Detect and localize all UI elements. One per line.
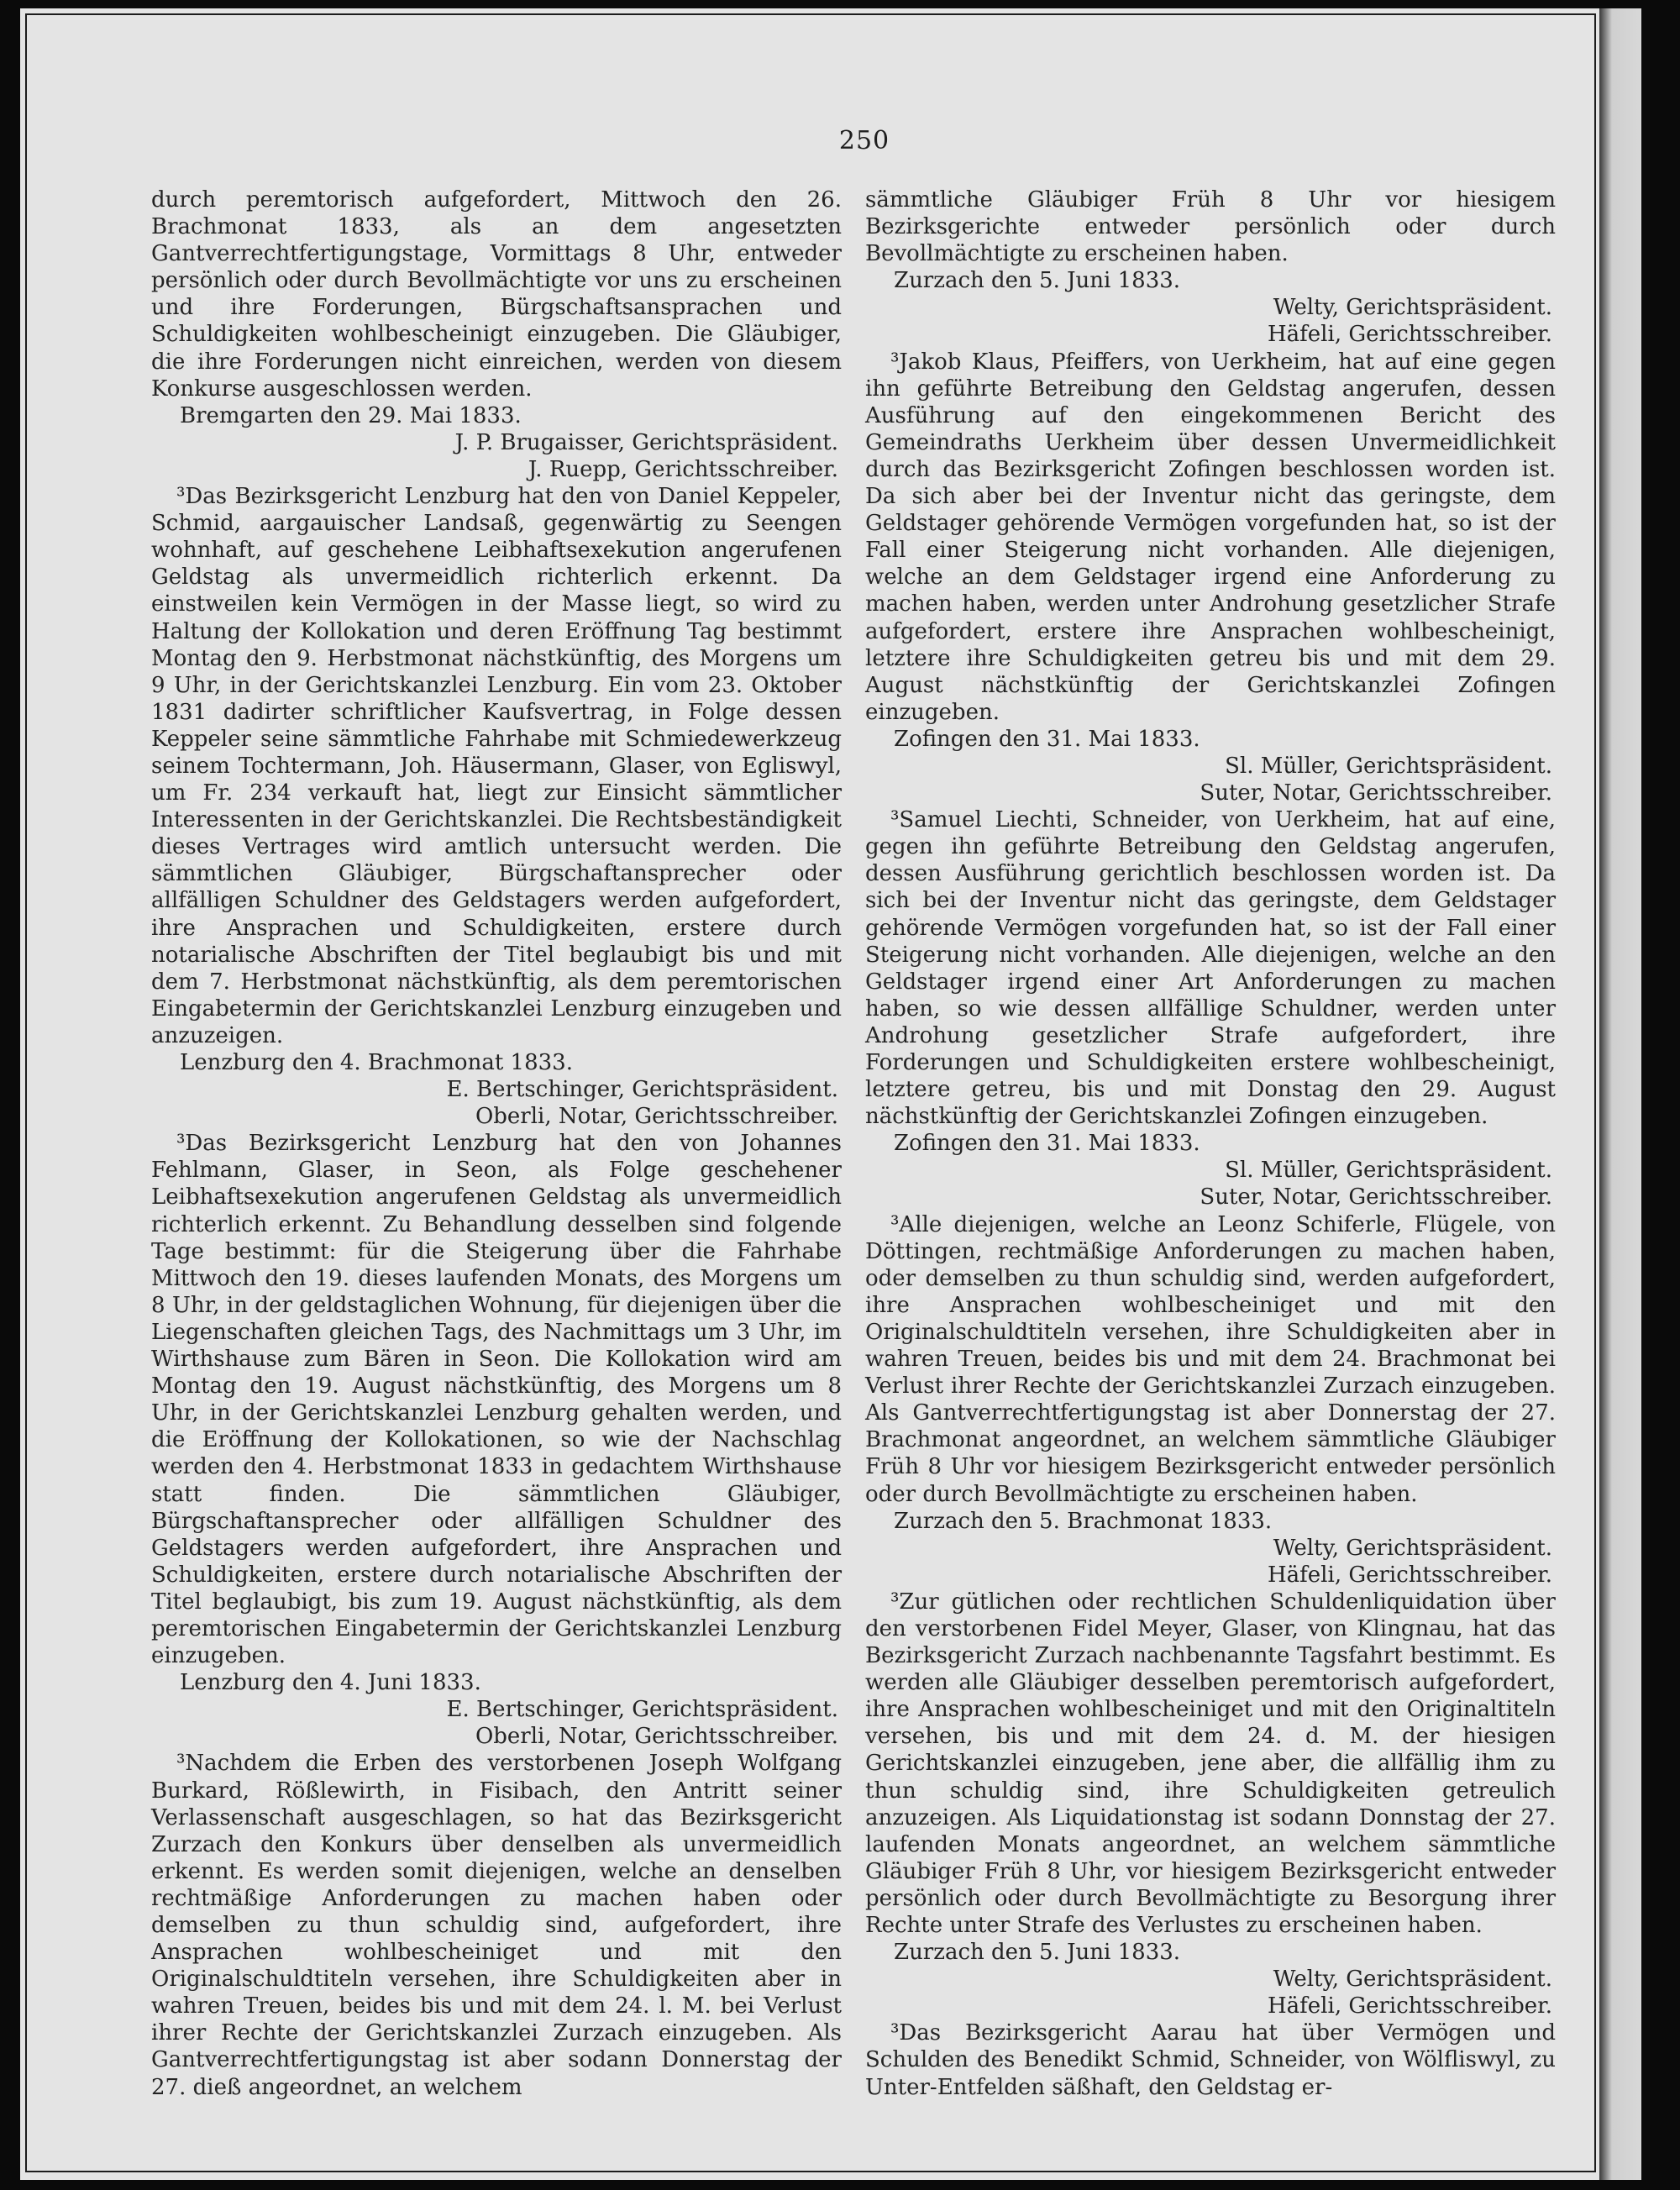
scanned-page xyxy=(20,8,1641,2180)
dateline: Zurzach den 5. Juni 1833. xyxy=(894,268,1181,294)
left-column xyxy=(151,186,842,2101)
dateline: Zofingen den 31. Mai 1833. xyxy=(894,726,1200,752)
signature-line: Häfeli, Gerichtsschreiber. xyxy=(1268,1562,1552,1588)
notice-paragraph: sämmtliche Gläubiger Früh 8 Uhr vor hiesigem Bezirksgerichte entweder persönlich oder durch Bevollmächtigte zu erscheinen haben. xyxy=(865,187,1556,267)
dateline: Zurzach den 5. Brachmonat 1833. xyxy=(894,1508,1273,1534)
signature-line: J. Ruepp, Gerichtsschreiber. xyxy=(528,456,838,482)
signature-line: J. P. Brugaisser, Gerichtspräsident. xyxy=(454,429,838,455)
notice-paragraph: ³Das Bezirksgericht Lenzburg hat den von Johannes Fehlmann, Glaser, in Seon, als Folge geschehener Leibhaftsexekution angerufenen Geldstag als unvermeidlich richterlich erkennt. Zu Behandlung desselben sind folgende Tage bestimmt: für die Steigerung über die Fahrhabe Mittwoch den 19. dieses laufenden Monats, des Morgens um 8 Uhr, in der geldstaglichen Wohnung, für diejenigen über die Liegenschaften gleichen Tags, des Nachmittags um 3 Uhr, im Wirthshause zum Bären in Seon. Die Kollokation wird am Montag den 19. August nächstkünftig, des Morgens um 8 Uhr, in der Gerichtskanzlei Lenzburg gehalten werden, und die Eröffnung der Kollokationen, so wie der Nachschlag werden den 4. Herbstmonat 1833 in gedachtem Wirthshause statt finden. Die sämmtlichen Gläubiger, Bürgschaftansprecher oder allfälligen Schuldner des Geldstagers werden aufgefordert, ihre Ansprachen und Schuldigkeiten, erstere durch notarialische Abschriften der Titel beglaubigt, bis zum 19. August nächstkünftig, als dem peremtorischen Eingabetermin der Gerichtskanzlei Lenzburg einzugeben. xyxy=(151,1131,842,1669)
signature-line: Sl. Müller, Gerichtspräsident. xyxy=(1225,753,1552,779)
signature-line: Oberli, Notar, Gerichtsschreiber. xyxy=(475,1104,838,1130)
notice-paragraph: ³Samuel Liechti, Schneider, von Uerkheim, hat auf eine, gegen ihn geführte Betreibung den Geldstag angerufen, dessen Ausführung gerichtlich beschlossen worden ist. Da sich bei der Inventur nicht das geringste, dem Geldstager gehörende Vermögen vorgefunden hat, so ist der Fall einer Steigerung nicht vorhanden. Alle diejenigen, welche an den Geldstager irgend einer Art Anforderungen zu machen haben, so wie dessen allfällige Schuldner, werden unter Androhung gesetzlicher Strafe aufgefordert, ihre Forderungen und Schuldigkeiten erstere wohlbescheinigt, letztere getreu, bis und mit Donstag den 29. August nächstkünftig der Gerichtskanzlei Zofingen einzugeben. xyxy=(865,807,1556,1130)
dateline: Bremgarten den 29. Mai 1833. xyxy=(180,402,522,428)
signature-line: E. Bertschinger, Gerichtspräsident. xyxy=(446,1697,838,1723)
notice-paragraph: ³Das Bezirksgericht Lenzburg hat den von Daniel Keppeler, Schmid, aargauischer Landsaß, gegenwärtig zu Seengen wohnhaft, auf geschehene Leibhaftsexekution angerufenen Geldstag als unvermeidlich richterlich erkennt. Da einstweilen kein Vermögen in der Masse liegt, so wird zu Haltung der Kollokation und deren Eröffnung Tag bestimmt Montag den 9. Herbstmonat nächstkünftig, des Morgens um 9 Uhr, in der Gerichtskanzlei Lenzburg. Ein vom 23. Oktober 1831 dadirter schriftlicher Kaufsvertrag, in Folge dessen Keppeler seine sämmtliche Fahrhabe mit Schmiedewerkzeug seinem Tochtermann, Joh. Häusermann, Glaser, von Egliswyl, um Fr. 234 verkauft hat, liegt zur Einsicht sämmtlicher Interessenten in der Gerichtskanzlei. Die Rechtsbeständigkeit dieses Vertrages wird amtlich untersucht werden. Die sämmtlichen Gläubiger, Bürgschaftansprecher oder allfälligen Schuldner des Geldstagers werden aufgefordert, ihre Ansprachen und Schuldigkeiten, erstere durch notarialische Abschriften der Titel beglaubigt bis und mit dem 7. Herbstmonat nächstkünftig, als dem peremtorischen Eingabetermin der Gerichtskanzlei Lenzburg einzugeben und anzuzeigen. xyxy=(151,484,842,1048)
signature-line: Häfeli, Gerichtsschreiber. xyxy=(1268,1993,1552,2019)
signature-line: Oberli, Notar, Gerichtsschreiber. xyxy=(475,1724,838,1750)
signature-line: Sl. Müller, Gerichtspräsident. xyxy=(1225,1158,1552,1184)
notice-paragraph: ³Das Bezirksgericht Aarau hat über Vermögen und Schulden des Benedikt Schmid, Schneider, von Wölfliswyl, zu Unter-Entfelden säßhaft, den Geldstag er- xyxy=(865,2020,1556,2100)
signature-line: Suter, Notar, Gerichtsschreiber. xyxy=(1200,780,1552,806)
dateline: Lenzburg den 4. Brachmonat 1833. xyxy=(180,1050,573,1075)
dateline: Zofingen den 31. Mai 1833. xyxy=(894,1131,1200,1157)
notice-paragraph: ³Nachdem die Erben des verstorbenen Joseph Wolfgang Burkard, Rößlewirth, in Fisibach, den Antritt seiner Verlassenschaft ausgeschlagen, so hat das Bezirksgericht Zurzach den Konkurs über denselben als unvermeidlich erkennt. Es werden somit diejenigen, welche an denselben rechtmäßige Anforderungen zu machen haben oder demselben zu thun schuldig sind, aufgefordert, ihre Ansprachen wohlbescheiniget und mit den Originalschuldtiteln versehen, ihre Schuldigkeiten aber in wahren Treuen, beides bis und mit dem 24. l. M. bei Verlust ihrer Rechte der Gerichtskanzlei Zurzach einzugeben. Als Gantverrechtfertigungstag ist aber sodann Donnerstag der 27. dieß angeordnet, an welchem xyxy=(151,1751,842,2100)
signature-line: Häfeli, Gerichtsschreiber. xyxy=(1268,322,1552,348)
signature-line: Welty, Gerichtspräsident. xyxy=(1273,1535,1552,1561)
book-edge xyxy=(1599,8,1641,2180)
dateline: Lenzburg den 4. Juni 1833. xyxy=(180,1670,481,1696)
signature-line: Welty, Gerichtspräsident. xyxy=(1273,1967,1552,1993)
signature-line: E. Bertschinger, Gerichtspräsident. xyxy=(446,1077,838,1103)
dateline: Zurzach den 5. Juni 1833. xyxy=(894,1940,1181,1966)
notice-paragraph: ³Jakob Klaus, Pfeiffers, von Uerkheim, hat auf eine gegen ihn geführte Betreibung den Geldstag angerufen, dessen Ausführung auf den eingekommenen Bericht des Gemeindraths Uerkheim über dessen Unvermeidlichkeit durch das Bezirksgericht Zofingen beschlossen worden ist. Da sich aber bei der Inventur nicht das geringste, dem Geldstager gehörende Vermögen vorgefunden hat, so ist der Fall einer Steigerung nicht vorhanden. Alle diejenigen, welche an dem Geldstager irgend eine Anforderung zu machen haben, werden unter Androhung gesetzlicher Strafe aufgefordert, erstere ihre Ansprachen wohlbescheinigt, letztere ihre Schuldigkeiten getreu bis und mit dem 29. August nächstkünftig der Gerichtskanzlei Zofingen einzugeben. xyxy=(865,349,1556,725)
notice-paragraph: ³Zur gütlichen oder rechtlichen Schuldenliquidation über den verstorbenen Fidel Meyer, Glaser, von Klingnau, hat das Bezirksgericht Zurzach nachbenannte Tagsfahrt bestimmt. Es werden alle Gläubiger desselben peremtorisch aufgefordert, ihre Ansprachen wohlbescheiniget und mit den Originaltiteln versehen, bis und mit dem 24. d. M. der hiesigen Gerichtskanzlei einzugeben, jene aber, die allfällig ihm zu thun schuldig sind, ihre Schuldigkeiten getreulich anzuzeigen. Als Liquidationstag ist sodann Donnstag der 27. laufenden Monats angeordnet, an welchem sämmtliche Gläubiger Früh 8 Uhr, vor hiesigem Bezirksgericht entweder persönlich oder durch Bevollmächtigte zu Besorgung ihrer Rechte unter Strafe des Verlustes zu erscheinen haben. xyxy=(865,1589,1556,1938)
page-number: 250 xyxy=(838,126,890,155)
signature-line: Suter, Notar, Gerichtsschreiber. xyxy=(1200,1184,1552,1211)
notice-paragraph: ³Alle diejenigen, welche an Leonz Schiferle, Flügele, von Döttingen, rechtmäßige Anforderungen zu machen haben, oder demselben zu thun schuldig sind, werden aufgefordert, ihre Ansprachen wohlbescheiniget und mit den Originalschuldtiteln versehen, ihre Schuldigkeiten aber in wahren Treuen, beides bis und mit dem 24. Brachmonat bei Verlust ihrer Rechte der Gerichtskanzlei Zurzach einzugeben. Als Gantverrechtfertigungstag ist aber Donnerstag der 27. Brachmonat angeordnet, an welchem sämmtliche Gläubiger Früh 8 Uhr vor hiesigem Bezirksgericht entweder persönlich oder durch Bevollmächtigte zu erscheinen haben. xyxy=(865,1211,1556,1507)
notice-paragraph: durch peremtorisch aufgefordert, Mittwoch den 26. Brachmonat 1833, als an dem angesetzten Gantverrechtfertigungstage, Vormittags 8 Uhr, entweder persönlich oder durch Bevollmächtigte vor uns zu erscheinen und ihre Forderungen, Bürgschaftsansprachen und Schuldigkeiten wohlbescheinigt einzugeben. Die Gläubiger, die ihre Forderungen nicht einreichen, werden von diesem Konkurse ausgeschlossen werden. xyxy=(151,187,842,402)
right-column xyxy=(865,186,1556,2101)
signature-line: Welty, Gerichtspräsident. xyxy=(1273,295,1552,321)
